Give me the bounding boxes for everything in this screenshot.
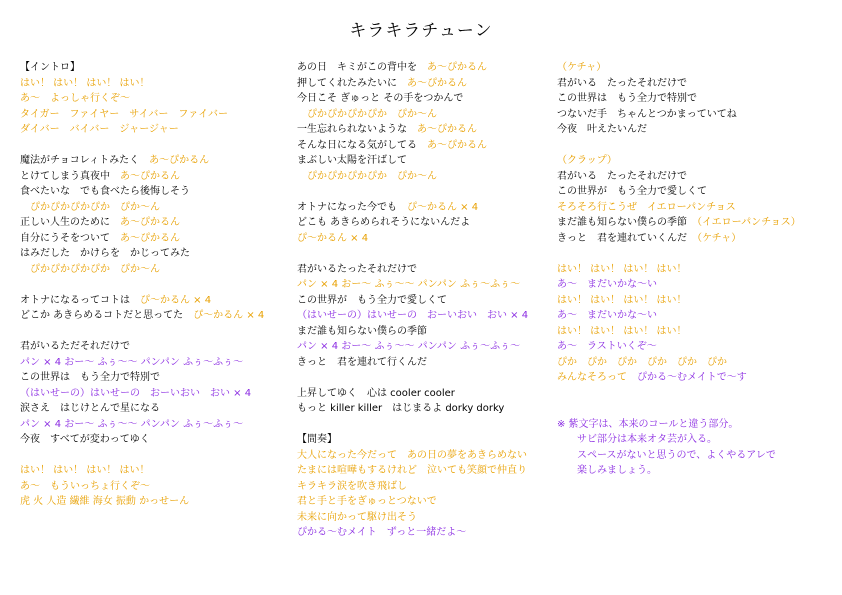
lyrics-column-2 bbox=[297, 60, 555, 541]
lyric-text: まだ誰も知らない僕らの季節 bbox=[297, 325, 427, 337]
blank-line bbox=[20, 277, 290, 293]
lyric-text: タイガー ファイヤー サイバー ファイバー bbox=[20, 108, 228, 120]
lyric-line bbox=[557, 215, 827, 231]
lyric-text: もっと killer killer はじまるよ dorky dorky bbox=[297, 403, 505, 414]
lyric-line bbox=[20, 169, 290, 185]
lyric-text: オトナになるってコトは bbox=[20, 294, 140, 306]
lyric-text: サビ部分は本来オタ芸が入る。 bbox=[557, 434, 717, 445]
lyric-line bbox=[297, 386, 555, 402]
lyric-line bbox=[297, 231, 555, 247]
lyric-text: ぴかぴかぴかぴか ぴか～ん bbox=[297, 108, 437, 120]
lyric-text: ぴかぴかぴかぴか ぴか～ん bbox=[297, 170, 437, 182]
lyric-text: あ～ もういっちょ行くぞ～ bbox=[20, 480, 150, 492]
lyric-line bbox=[297, 355, 555, 371]
lyric-text: とけてしまう真夜中 bbox=[20, 170, 120, 182]
lyric-line bbox=[297, 293, 555, 309]
lyric-text: パン × 4 おー～ ふぅ～～ パンパン ふぅ～ふぅ～ bbox=[20, 418, 244, 430]
lyric-line bbox=[297, 401, 555, 417]
lyric-line bbox=[297, 432, 555, 448]
lyric-text: 大人になった今だって あの日の夢をあきらめない bbox=[297, 449, 527, 461]
lyric-text: あ～ まだいかな～い bbox=[557, 310, 657, 321]
lyric-text: 上昇してゆく 心は cooler cooler bbox=[297, 387, 455, 399]
lyric-line bbox=[297, 510, 555, 526]
lyric-text: ※ 紫文字は、本来のコールと違う部分。 bbox=[557, 418, 739, 430]
lyric-text: ぴ～かるん × 4 bbox=[140, 294, 212, 306]
lyric-text: あ～ぴかるん bbox=[120, 170, 180, 182]
blank-line bbox=[20, 138, 290, 154]
lyric-line bbox=[297, 262, 555, 278]
lyric-line bbox=[20, 494, 290, 510]
lyric-line bbox=[20, 107, 290, 123]
blank-line bbox=[557, 386, 827, 402]
lyric-line bbox=[557, 277, 827, 293]
lyric-line bbox=[20, 184, 290, 200]
lyric-text: あの日 キミがこの背中を bbox=[297, 62, 427, 73]
lyric-text: 君と手と手をぎゅっとつないで bbox=[297, 496, 437, 507]
lyric-line bbox=[297, 324, 555, 340]
lyric-text: はい！ はい！ はい！ はい！ bbox=[557, 294, 687, 306]
lyric-text: 涙さえ はじけとんで星になる bbox=[20, 403, 160, 414]
lyric-line bbox=[297, 494, 555, 510]
lyric-line bbox=[297, 60, 555, 76]
lyric-text: あ～ ラストいくぞ～ bbox=[557, 341, 657, 352]
lyric-line bbox=[20, 370, 290, 386]
lyric-line bbox=[297, 91, 555, 107]
lyric-line bbox=[20, 479, 290, 495]
lyric-text: まぶしい太陽を汗ばして bbox=[297, 155, 407, 166]
lyric-text: 正しい人生のために bbox=[20, 217, 120, 228]
lyric-line bbox=[297, 169, 555, 185]
lyric-text: あ～ぴかるん bbox=[407, 77, 467, 89]
lyric-text: （イエローパンチョス） bbox=[697, 217, 801, 228]
lyric-text: この世界は もう全力で特別で bbox=[20, 372, 160, 383]
lyric-line bbox=[20, 122, 290, 138]
blank-line bbox=[297, 370, 555, 386]
lyric-line bbox=[20, 401, 290, 417]
lyric-line bbox=[297, 479, 555, 495]
lyric-text: 君がいるたったそれだけで bbox=[297, 263, 417, 275]
lyric-line bbox=[557, 153, 827, 169]
lyric-line bbox=[297, 122, 555, 138]
lyric-line bbox=[297, 76, 555, 92]
lyric-text: 今日こそ ぎゅっと その手をつかんで bbox=[297, 93, 464, 104]
lyric-text: （はいせーの）はいせーの おーいおい おい × 4 bbox=[20, 387, 252, 399]
lyric-text: はい！ はい！ はい！ はい！ bbox=[20, 465, 150, 476]
lyric-line bbox=[557, 339, 827, 355]
lyric-text: あ～ぴかるん bbox=[427, 62, 487, 73]
lyric-line bbox=[557, 76, 827, 92]
lyric-line bbox=[297, 138, 555, 154]
lyric-line bbox=[20, 60, 290, 76]
blank-line bbox=[297, 246, 555, 262]
lyrics-column-3 bbox=[557, 60, 827, 479]
lyric-line bbox=[557, 355, 827, 371]
lyric-line bbox=[20, 231, 290, 247]
lyric-line bbox=[557, 184, 827, 200]
lyric-line bbox=[297, 153, 555, 169]
lyric-text: （ケチャ） bbox=[557, 62, 607, 73]
blank-line bbox=[20, 324, 290, 340]
lyric-text: 君がいる たったそれだけで bbox=[557, 170, 687, 182]
lyric-text: 今夜 叶えたいんだ bbox=[557, 124, 647, 135]
lyric-line bbox=[20, 153, 290, 169]
lyric-text: ぴかぴかぴかぴか ぴか～ん bbox=[20, 201, 160, 213]
lyric-text: 魔法がチョコレィトみたく bbox=[20, 155, 150, 166]
lyric-text: そろそろ行こうぜ イエローパンチョス bbox=[557, 201, 736, 213]
lyric-text: たまには喧嘩もするけれど 泣いても笑顔で仲直り bbox=[297, 465, 527, 476]
lyric-text: ぴかる～むメイト ずっと一緒だよ～ bbox=[297, 527, 467, 538]
lyric-text: あ～ぴかるん bbox=[149, 155, 210, 166]
lyric-text: 押してくれたみたいに bbox=[297, 77, 407, 89]
lyric-text: スペースがないと思うので、よくやるアレで bbox=[557, 449, 776, 461]
lyric-line bbox=[297, 215, 555, 231]
lyric-line bbox=[557, 308, 827, 324]
lyric-text: （はいせーの）はいせーの おーいおい おい × 4 bbox=[297, 310, 529, 321]
lyric-line bbox=[297, 339, 555, 355]
lyric-text: ぴ～かるん × 4 bbox=[297, 232, 369, 244]
lyric-line bbox=[20, 308, 290, 324]
lyric-text: 【イントロ】 bbox=[20, 62, 80, 73]
lyric-text: 一生忘れられないような bbox=[297, 124, 417, 135]
lyric-line bbox=[557, 463, 827, 479]
lyric-line bbox=[20, 339, 290, 355]
lyric-text: この世界は もう全力で特別で bbox=[557, 93, 697, 104]
lyric-text: はみだした かけらを かじってみた bbox=[20, 248, 190, 259]
blank-line bbox=[297, 184, 555, 200]
lyric-text: ぴか ぴか ぴか ぴか ぴか ぴか bbox=[557, 356, 727, 368]
lyric-text: きっと 君を連れて行くんだ bbox=[297, 356, 427, 368]
lyric-text: オトナになった今でも bbox=[297, 201, 407, 213]
lyric-line bbox=[20, 246, 290, 262]
lyric-text: 君がいるただそれだけで bbox=[20, 341, 130, 352]
lyric-line bbox=[20, 463, 290, 479]
lyric-line bbox=[557, 432, 827, 448]
lyric-text: あ～ぴかるん bbox=[427, 139, 487, 151]
lyric-text: そんな日になる気がしてる bbox=[297, 139, 427, 151]
lyric-text: はい！ はい！ はい！ はい！ bbox=[20, 77, 150, 89]
lyric-line bbox=[557, 200, 827, 216]
lyric-line bbox=[297, 277, 555, 293]
lyric-line bbox=[297, 525, 555, 541]
lyric-text: 楽しみましょう。 bbox=[557, 465, 657, 476]
lyric-line bbox=[557, 370, 827, 386]
lyric-line bbox=[557, 107, 827, 123]
lyric-text: この世界が もう全力で愛しくて bbox=[557, 186, 707, 197]
lyric-text: きっと 君を連れていくんだ bbox=[557, 232, 697, 244]
page-title: キラキラチューン bbox=[349, 21, 493, 41]
lyric-text: パン × 4 おー～ ふぅ～～ パンパン ふぅ～ふぅ～ bbox=[20, 356, 244, 368]
lyric-text: あ～ よっしゃ行くぞ～ bbox=[20, 93, 130, 104]
lyric-line bbox=[557, 91, 827, 107]
lyric-text: ぴ～かるん × 4 bbox=[193, 310, 265, 321]
lyric-text: 食べたいな でも食べたら後悔しそう bbox=[20, 186, 190, 197]
lyric-text: 今夜 すべてが変わってゆく bbox=[20, 434, 150, 445]
lyric-text: まだ誰も知らない僕らの季節 bbox=[557, 217, 697, 228]
lyric-line bbox=[20, 293, 290, 309]
lyric-text: あ～ぴかるん bbox=[120, 232, 180, 244]
lyric-text: どこか あきらめるコトだと思ってた bbox=[20, 310, 194, 321]
lyric-text: 未来に向かって駆け出そう bbox=[297, 511, 417, 523]
blank-line bbox=[557, 401, 827, 417]
blank-line bbox=[20, 448, 290, 464]
lyric-line bbox=[297, 200, 555, 216]
blank-line bbox=[297, 417, 555, 433]
lyric-line bbox=[20, 91, 290, 107]
lyric-line bbox=[297, 463, 555, 479]
lyric-text: ダイバー バイバー ジャージャー bbox=[20, 124, 179, 135]
lyric-line bbox=[20, 432, 290, 448]
lyric-text: みんなそろって bbox=[557, 372, 637, 383]
lyric-line bbox=[297, 107, 555, 123]
lyric-line bbox=[20, 200, 290, 216]
lyric-text: この世界が もう全力で愛しくて bbox=[297, 294, 447, 306]
lyric-line bbox=[557, 231, 827, 247]
lyric-line bbox=[297, 448, 555, 464]
lyric-line bbox=[557, 169, 827, 185]
lyric-line bbox=[557, 60, 827, 76]
lyric-line bbox=[557, 324, 827, 340]
lyric-text: パン × 4 おー～ ふぅ～～ パンパン ふぅ～ふぅ～ bbox=[297, 341, 521, 352]
lyric-text: 自分にうそをついて bbox=[20, 232, 120, 244]
lyric-text: はい！ はい！ はい！ はい！ bbox=[557, 263, 687, 275]
lyric-line bbox=[557, 262, 827, 278]
blank-line bbox=[557, 138, 827, 154]
lyric-text: （クラップ） bbox=[557, 155, 617, 166]
lyric-text: 【間奏】 bbox=[297, 434, 337, 445]
lyric-line bbox=[557, 122, 827, 138]
lyric-text: どこも あきらめられそうにないんだよ bbox=[297, 217, 471, 228]
lyric-text: 君がいる たったそれだけで bbox=[557, 77, 687, 89]
lyric-text: あ～ まだいかな～い bbox=[557, 279, 657, 290]
lyric-line bbox=[20, 76, 290, 92]
lyric-text: ぴ～かるん × 4 bbox=[407, 201, 479, 213]
lyric-line bbox=[20, 215, 290, 231]
lyric-line bbox=[297, 308, 555, 324]
lyric-text: （ケチャ） bbox=[697, 232, 742, 244]
lyric-text: 虎 火 人造 繊維 海女 振動 かっせーん bbox=[20, 496, 190, 507]
lyric-text: パン × 4 おー～ ふぅ～～ パンパン ふぅ～ふぅ～ bbox=[297, 279, 521, 290]
lyric-line bbox=[20, 355, 290, 371]
blank-line bbox=[557, 246, 827, 262]
lyrics-column-1 bbox=[20, 60, 290, 510]
lyric-text: あ～ぴかるん bbox=[120, 217, 180, 228]
lyric-text: キラキラ涙を吹き飛ばし bbox=[297, 480, 407, 492]
lyric-line bbox=[20, 417, 290, 433]
lyric-text: ぴかぴかぴかぴか ぴか～ん bbox=[20, 263, 160, 275]
lyric-line bbox=[557, 448, 827, 464]
lyric-line bbox=[20, 386, 290, 402]
lyric-text: つないだ手 ちゃんとつかまっていてね bbox=[557, 108, 737, 120]
lyric-line bbox=[20, 262, 290, 278]
lyric-line bbox=[557, 293, 827, 309]
lyric-text: はい！ はい！ はい！ はい！ bbox=[557, 325, 687, 337]
lyric-line bbox=[557, 417, 827, 433]
lyric-text: ぴかる～むメイトで～す bbox=[637, 372, 747, 383]
lyric-text: あ～ぴかるん bbox=[417, 124, 477, 135]
